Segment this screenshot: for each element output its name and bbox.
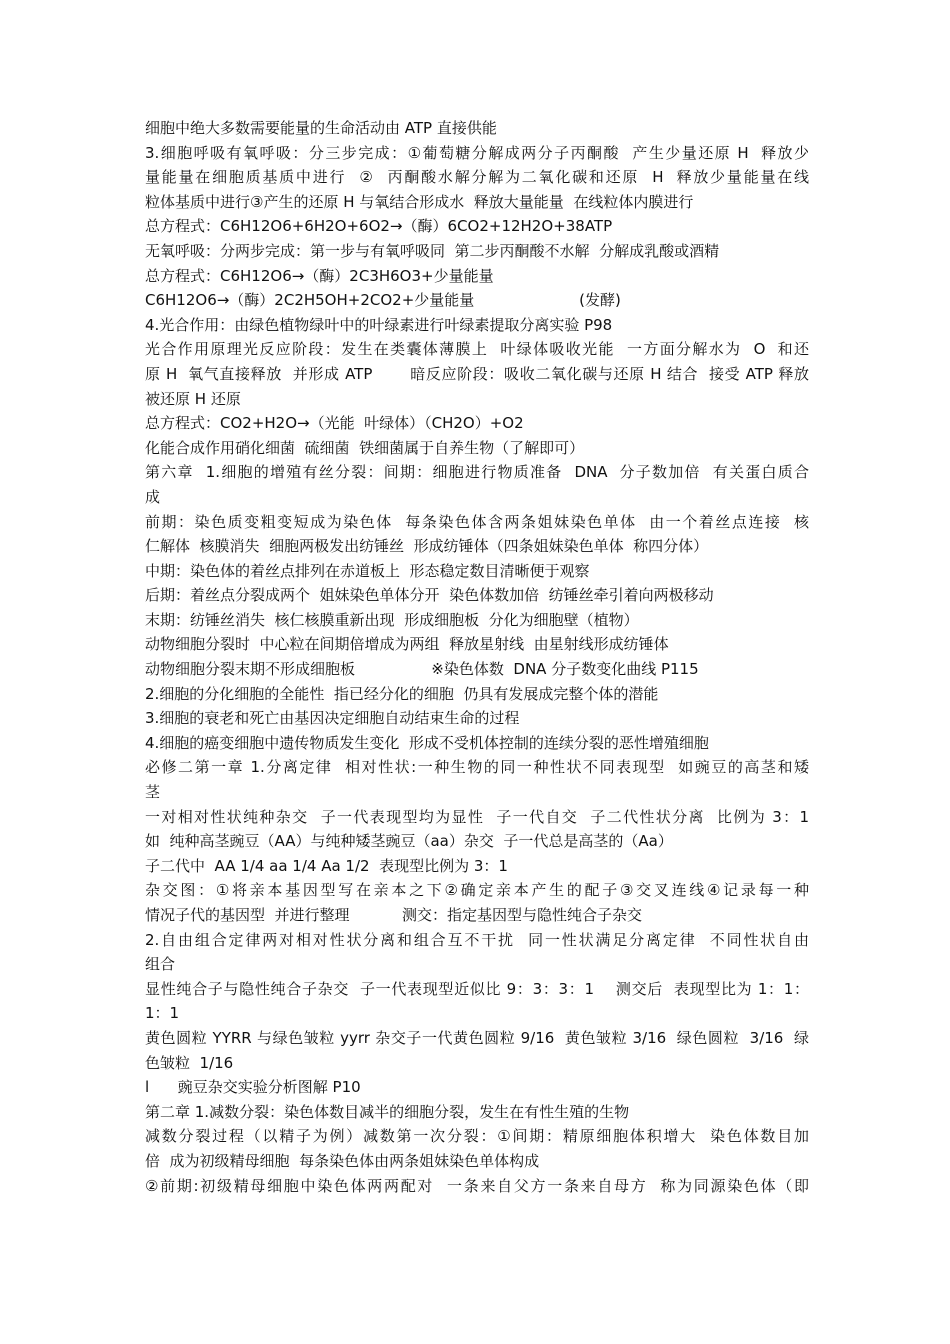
text-line: 光合作用原理光反应阶段：发生在类囊体薄膜上 叶绿体吸收光能 一方面分解水为 O 和还 [145,340,809,359]
text-line: 动物细胞分裂末期不形成细胞板 ※染色体数 DNA 分子数变化曲线 P115 [145,660,699,679]
text-line: 黄色圆粒 YYRR 与绿色皱粒 yyrr 杂交子一代黄色圆粒 9/16 黄色皱粒 3/16 绿色圆粒 3/16 绿 [145,1028,809,1047]
text-line: 减数分裂过程（以精子为例）减数第一次分裂：①间期：精原细胞体积增大 染色体数目加 [145,1127,809,1146]
text-line: 2.细胞的分化细胞的全能性 指已经分化的细胞 仍具有发展成完整个体的潜能 [145,684,659,703]
text-line: 2.自由组合定律两对相对性状分离和组合互不干扰 同一性状满足分离定律 不同性状自由 [145,930,809,949]
text-line: 总方程式：CO2+H2O→（光能 叶绿体）（CH2O）+O2 [145,414,524,433]
text-line: 粒体基质中进行③产生的还原 H 与氧结合形成水 释放大量能量 在线粒体内膜进行 [145,192,694,211]
text-line: 细胞中绝大多数需要能量的生命活动由 ATP 直接供能 [145,119,497,137]
text-line: 动物细胞分裂时 中心粒在间期倍增成为两组 释放星射线 由星射线形成纺锤体 [145,635,669,654]
text-line: l 豌豆杂交实验分析图解 P10 [145,1078,361,1097]
text-line: 后期：着丝点分裂成两个 姐妹染色单体分开 染色体数加倍 纺锤丝牵引着向两极移动 [145,586,714,605]
text-line: 总方程式：C6H12O6+6H2O+6O2→（酶）6CO2+12H2O+38ATP [145,217,613,236]
text-line: 显性纯合子与隐性纯合子杂交 子一代表现型近似比 9：3：3：1 测交后 表现型比为 1：1： [145,979,809,998]
text-line: 必修二第一章 1.分离定律 相对性状:一种生物的同一种性状不同表现型 如豌豆的高茎和矮 [145,758,809,777]
text-line: 3.细胞呼吸有氧呼吸：分三步完成：①葡萄糖分解成两分子丙酮酸 产生少量还原 H 释放少 [145,143,809,162]
text-line: 茎 [145,783,161,802]
text-line: 色皱粒 1/16 [145,1053,234,1072]
text-line: 如 纯种高茎豌豆（AA）与纯种矮茎豌豆（aa）杂交 子一代总是高茎的（Aa） [145,832,673,851]
text-line: ②前期:初级精母细胞中染色体两两配对 一条来自父方一条来自母方 称为同源染色体（即 [145,1176,809,1195]
text-line: 子二代中 AA 1/4 aa 1/4 Aa 1/2 表现型比例为 3：1 [145,856,508,875]
text-line: 4.细胞的癌变细胞中遗传物质发生变化 形成不受机体控制的连续分裂的恶性增殖细胞 [145,733,709,752]
text-line: 组合 [145,955,176,974]
text-line: 倍 成为初级精母细胞 每条染色体由两条姐妹染色单体构成 [145,1151,540,1170]
text-line: 中期：染色体的着丝点排列在赤道板上 形态稳定数目清晰便于观察 [145,561,590,580]
text-line: 1：1 [145,1004,180,1023]
text-line: 原 H 氧气直接释放 并形成 ATP 暗反应阶段：吸收二氧化碳与还原 H 结合 接受 ATP 释放 [145,364,809,383]
text-line: 末期：纺锤丝消失 核仁核膜重新出现 形成细胞板 分化为细胞壁（植物） [145,610,639,629]
text-line: 第六章 1.细胞的增殖有丝分裂：间期：细胞进行物质准备 DNA 分子数加倍 有关蛋白质合 [145,463,809,482]
text-line: 杂交图：①将亲本基因型写在亲本之下②确定亲本产生的配子③交叉连线④记录每一种 [145,881,809,900]
text-line: 3.细胞的衰老和死亡由基因决定细胞自动结束生命的过程 [145,709,520,728]
text-line: 4.光合作用：由绿色植物绿叶中的叶绿素进行叶绿素提取分离实验 P98 [145,315,613,334]
document-page [145,116,809,1198]
text-line: 情况子代的基因型 并进行整理 测交：指定基因型与隐性纯合子杂交 [145,906,642,924]
text-line: 总方程式：C6H12O6→（酶）2C3H6O3+少量能量 [145,266,494,285]
text-line: C6H12O6→（酶）2C2H5OH+2CO2+少量能量 (发酵) [145,291,621,310]
text-line: 仁解体 核膜消失 细胞两极发出纺锤丝 形成纺锤体（四条姐妹染色单体 称四分体） [145,537,709,556]
text-line: 化能合成作用硝化细菌 硫细菌 铁细菌属于自养生物（了解即可） [145,438,585,457]
text-line: 第二章 1.减数分裂：染色体数目减半的细胞分裂，发生在有性生殖的生物 [145,1102,630,1121]
text-line: 前期：染色质变粗变短成为染色体 每条染色体含两条姐妹染色单体 由一个着丝点连接 核 [145,512,809,531]
text-line: 成 [145,487,161,506]
text-line: 无氧呼吸：分两步完成：第一步与有氧呼吸同 第二步丙酮酸不水解 分解成乳酸或酒精 [145,241,720,260]
text-line: 一对相对性状纯种杂交 子一代表现型均为显性 子一代自交 子二代性状分离 比例为 3：1 [145,807,809,826]
text-line: 被还原 H 还原 [145,389,241,408]
text-line: 量能量在细胞质基质中进行 ② 丙酮酸水解分解为二氧化碳和还原 H 释放少量能量在线 [145,168,809,187]
